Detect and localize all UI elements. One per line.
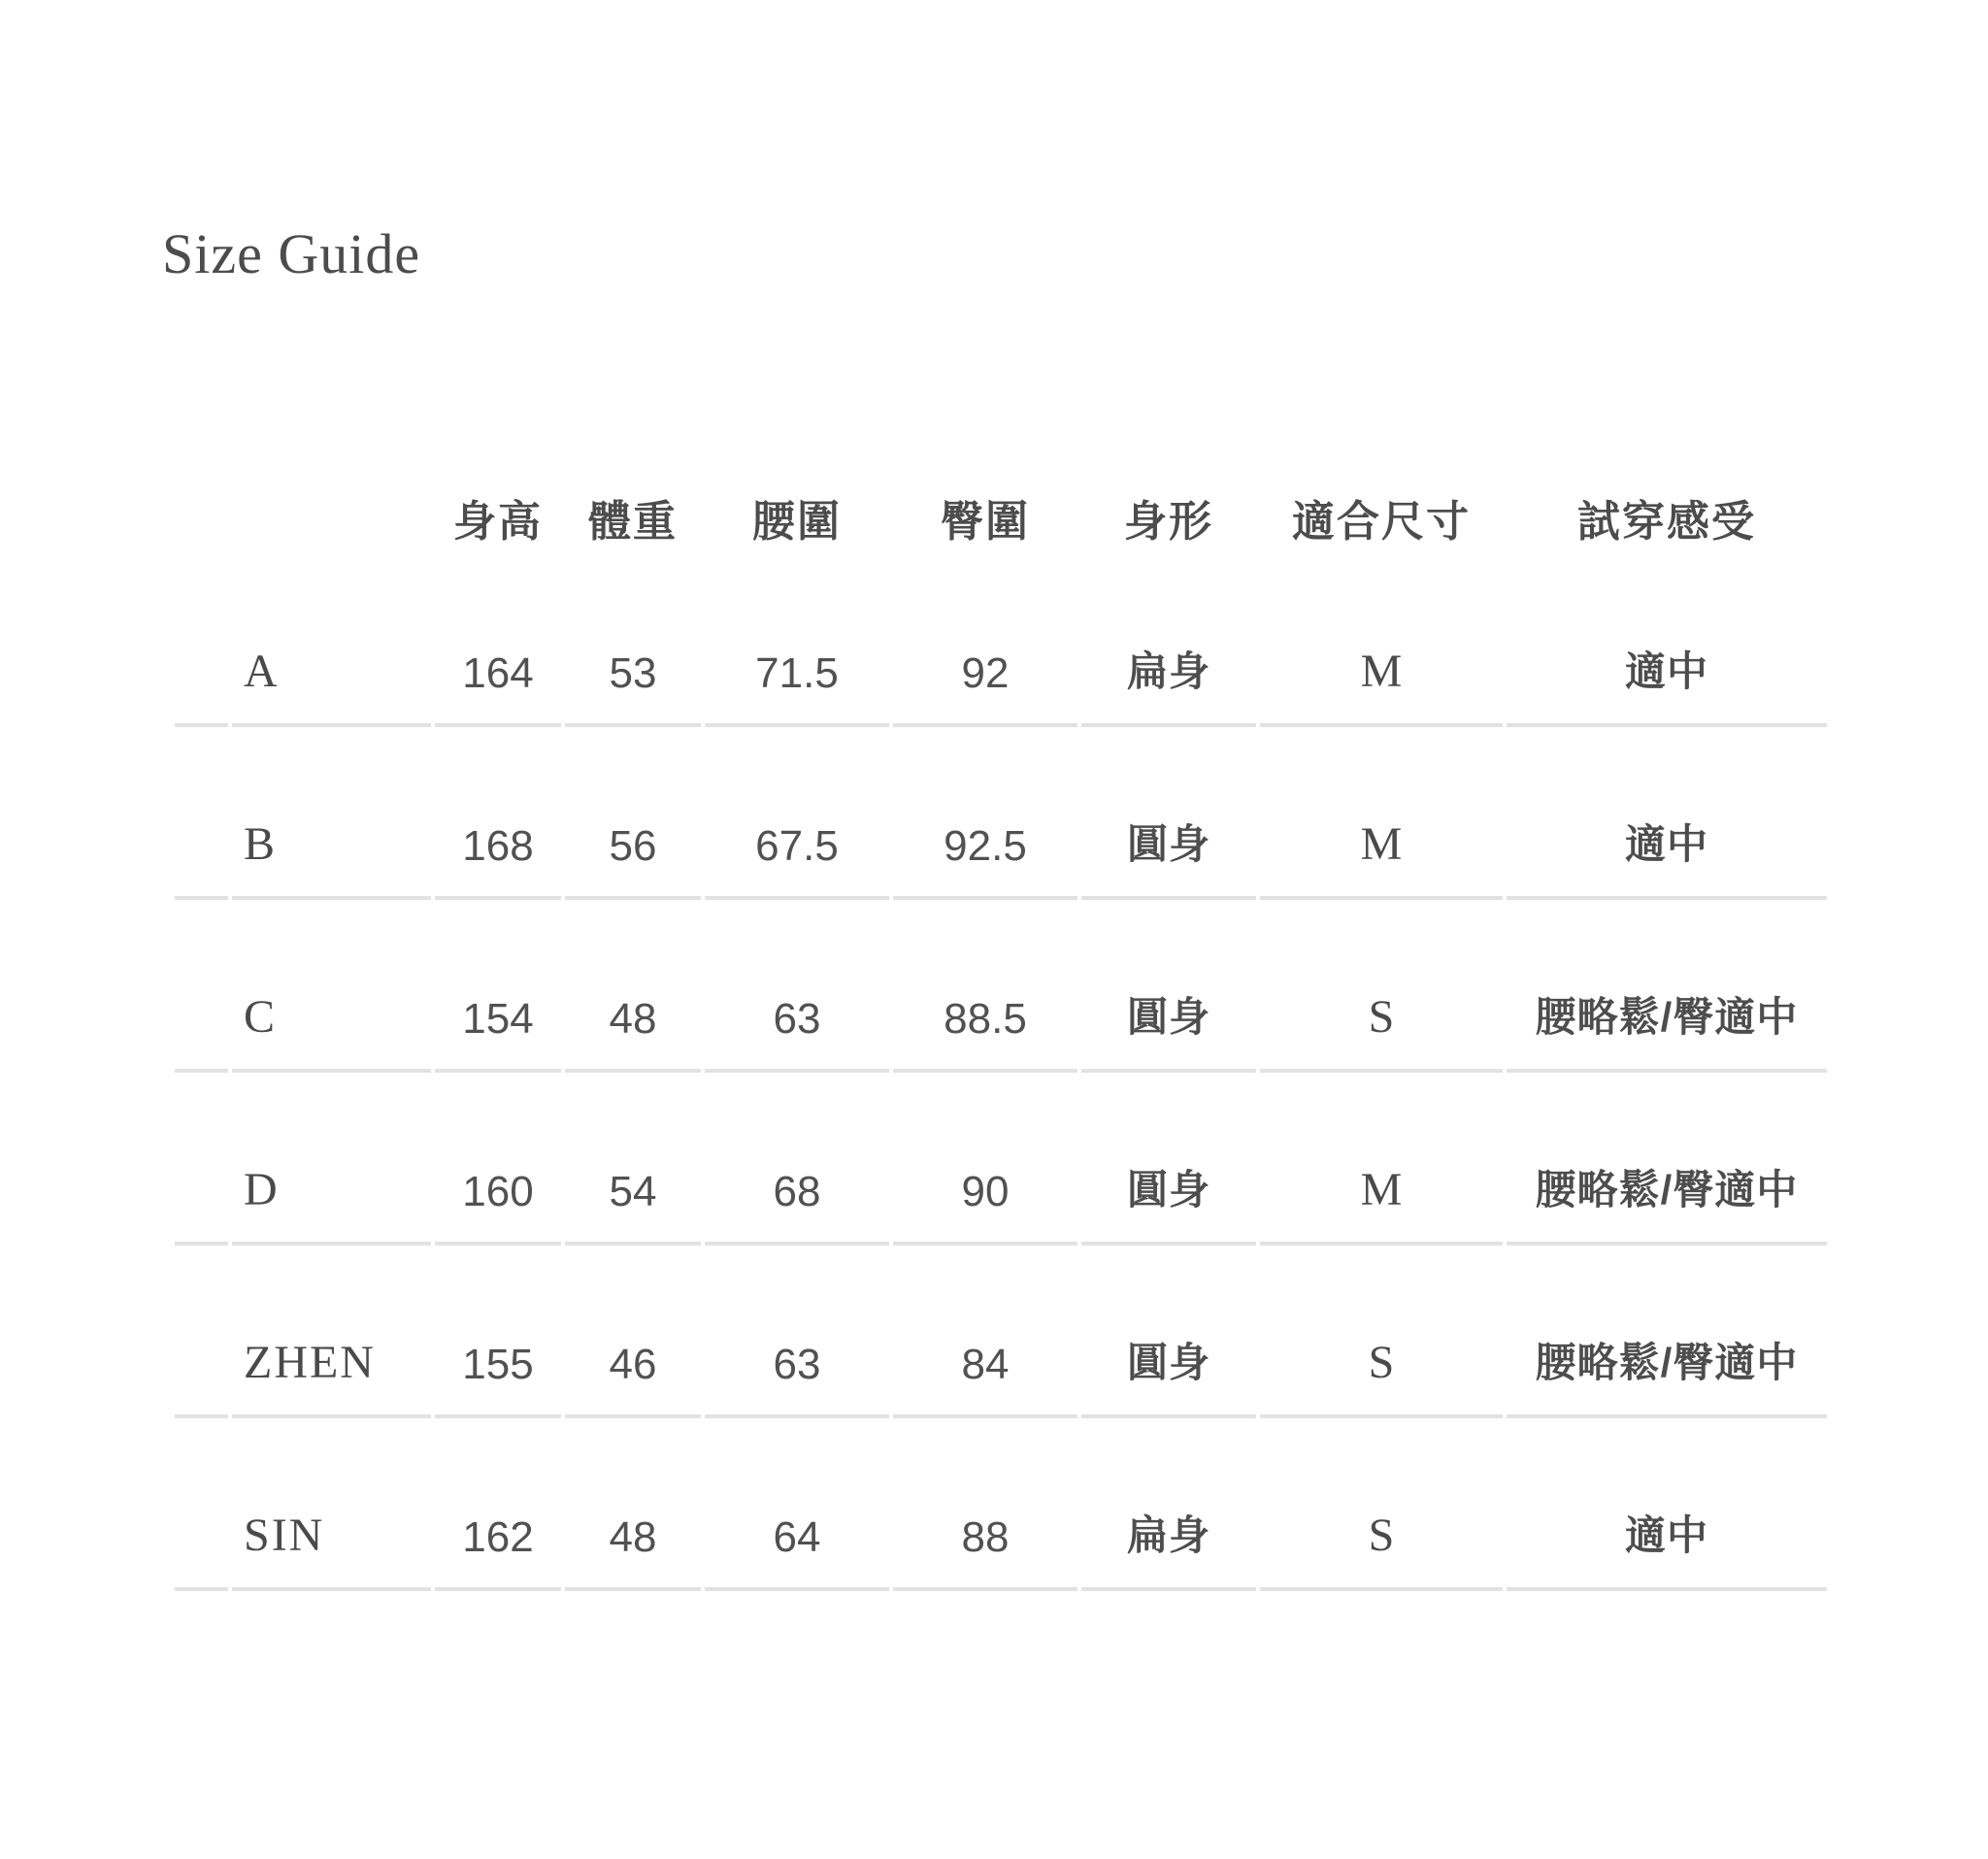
hip-cell: 88 — [893, 1418, 1077, 1591]
size-cell: S — [1260, 1245, 1503, 1418]
waist-cell: 71.5 — [705, 554, 889, 727]
waist-cell: 64 — [705, 1418, 889, 1591]
size-cell: S — [1260, 900, 1503, 1073]
body-shape-cell: 圓身 — [1081, 1245, 1256, 1418]
fit-feel-cell: 適中 — [1507, 554, 1827, 727]
table-row — [175, 1073, 1827, 1245]
body-shape-cell: 扁身 — [1081, 554, 1256, 727]
page-title: Size Guide — [162, 222, 421, 285]
row-spacer-cell — [175, 1418, 228, 1591]
fit-feel-cell: 腰略鬆/臀適中 — [1507, 1073, 1827, 1245]
hip-cell: 92 — [893, 554, 1077, 727]
table-row — [175, 1245, 1827, 1418]
size-guide-table — [171, 442, 1831, 1591]
row-label-cell: B — [232, 727, 431, 900]
size-cell: S — [1260, 1418, 1503, 1591]
row-spacer-cell — [175, 900, 228, 1073]
height-cell: 154 — [435, 900, 561, 1073]
weight-cell: 56 — [565, 727, 701, 900]
row-label-cell: A — [232, 554, 431, 727]
header-hip: 臀圍 — [941, 498, 1030, 546]
row-spacer-cell — [175, 1245, 228, 1418]
waist-cell: 68 — [705, 1073, 889, 1245]
fit-feel-cell: 適中 — [1507, 1418, 1827, 1591]
size-cell: M — [1260, 554, 1503, 727]
body-shape-cell: 扁身 — [1081, 1418, 1256, 1591]
header-label-spacer — [232, 442, 431, 554]
fit-feel-cell: 腰略鬆/臀適中 — [1507, 900, 1827, 1073]
fit-feel-cell: 腰略鬆/臀適中 — [1507, 1245, 1827, 1418]
waist-cell: 63 — [705, 1245, 889, 1418]
table-row — [175, 727, 1827, 900]
height-cell: 160 — [435, 1073, 561, 1245]
row-spacer-cell — [175, 554, 228, 727]
size-cell: M — [1260, 1073, 1503, 1245]
header-row — [175, 442, 1827, 554]
row-spacer-cell — [175, 727, 228, 900]
header-weight: 體重 — [588, 498, 678, 546]
table-row — [175, 1418, 1827, 1591]
row-label-cell: C — [232, 900, 431, 1073]
header-fit-feel: 試穿感受 — [1577, 498, 1756, 546]
hip-cell: 92.5 — [893, 727, 1077, 900]
row-label-cell: ZHEN — [232, 1245, 431, 1418]
height-cell: 162 — [435, 1418, 561, 1591]
waist-cell: 63 — [705, 900, 889, 1073]
header-size: 適合尺寸 — [1292, 498, 1471, 546]
table-row — [175, 554, 1827, 727]
height-cell: 155 — [435, 1245, 561, 1418]
weight-cell: 46 — [565, 1245, 701, 1418]
hip-cell: 90 — [893, 1073, 1077, 1245]
body-shape-cell: 圓身 — [1081, 900, 1256, 1073]
hip-cell: 84 — [893, 1245, 1077, 1418]
weight-cell: 53 — [565, 554, 701, 727]
header-height: 身高 — [453, 498, 543, 546]
fit-feel-cell: 適中 — [1507, 727, 1827, 900]
height-cell: 164 — [435, 554, 561, 727]
row-spacer-cell — [175, 1073, 228, 1245]
size-cell: M — [1260, 727, 1503, 900]
waist-cell: 67.5 — [705, 727, 889, 900]
body-shape-cell: 圓身 — [1081, 1073, 1256, 1245]
hip-cell: 88.5 — [893, 900, 1077, 1073]
body-shape-cell: 圓身 — [1081, 727, 1256, 900]
table-row — [175, 900, 1827, 1073]
header-waist: 腰圍 — [752, 498, 842, 546]
height-cell: 168 — [435, 727, 561, 900]
header-spacer — [175, 442, 228, 554]
weight-cell: 48 — [565, 900, 701, 1073]
weight-cell: 48 — [565, 1418, 701, 1591]
header-body-shape: 身形 — [1124, 498, 1213, 546]
weight-cell: 54 — [565, 1073, 701, 1245]
row-label-cell: D — [232, 1073, 431, 1245]
row-label-cell: SIN — [232, 1418, 431, 1591]
